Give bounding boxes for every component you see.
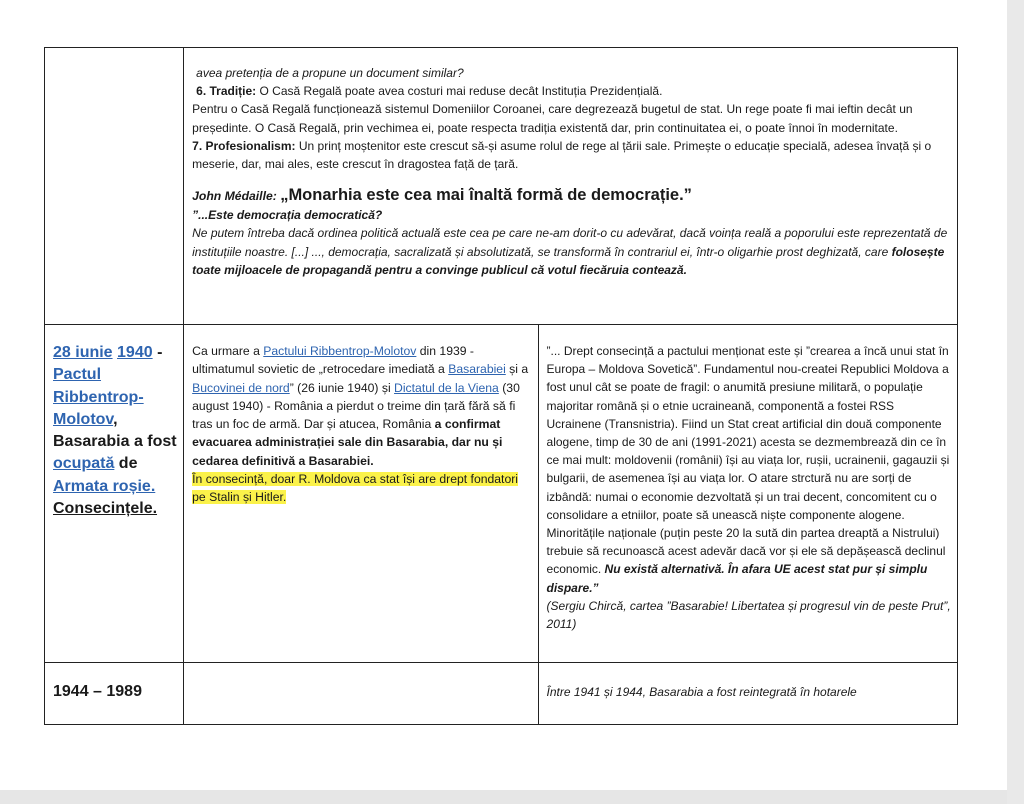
event-title — [45, 325, 183, 520]
bottom-edge-strip — [0, 790, 1007, 804]
pact-link[interactable]: Pactul Ribbentrop-Molotov — [53, 366, 144, 428]
desc-text: Ca urmare a — [192, 344, 264, 358]
vienna-dictate-link[interactable]: Dictatul de la Viena — [394, 380, 499, 395]
quote-subtitle: ”...Este democrația democratică? — [192, 208, 383, 223]
dash: - — [152, 344, 163, 361]
occupied-link[interactable]: ocupată — [53, 455, 115, 473]
empty-description-cell — [184, 663, 538, 725]
quote-title: „Monarhia este cea mai înaltă formă de democrație.” — [280, 186, 692, 205]
commentary-emphasis: Nu există alternativă. În afara UE acest stat pur și simplu dispare.” — [546, 562, 928, 595]
period-commentary-cell — [538, 663, 957, 725]
date-link[interactable]: 28 iunie — [53, 344, 113, 361]
monarchy-arguments-cell — [184, 48, 958, 325]
bucovina-link[interactable]: Bucovinei de nord — [192, 380, 290, 395]
right-edge-strip — [1007, 0, 1024, 804]
highlighted-conclusion: În consecință, doar R. Moldova ca stat își are drept fondatori pe Stalin și Hitler. — [192, 472, 518, 505]
pact-ribbentrop-link[interactable]: Pactului Ribbentrop-Molotov — [263, 344, 417, 358]
point-6-lead: O Casă Regală poate avea costuri mai reduse decât Instituția Prezidențială. — [256, 84, 663, 99]
event-description — [184, 325, 537, 507]
commentary-source: (Sergiu Chircă, cartea ”Basarabie! Libertatea și progresul vin de peste Prut”, 2011) — [546, 598, 951, 632]
year-link[interactable]: 1940 — [117, 344, 153, 361]
quote-body — [192, 224, 950, 279]
event-commentary-cell — [538, 325, 957, 663]
point-7-paragraph — [192, 137, 950, 173]
quote-heading — [192, 185, 950, 206]
commentary-text — [539, 325, 957, 633]
table-row — [45, 663, 958, 725]
consequences-heading: Consecințele. — [53, 500, 158, 518]
table-row — [45, 48, 958, 325]
period-label: 1944 – 1989 — [53, 683, 142, 700]
commentary-body: ”... Drept consecință a pactului menționat este și ”crearea a încă unui stat în Europa – Moldova Sovetică”. Fundamentul nou-createi Republici Moldova a fost unul cât se poate de fragil: o anumită presiune militară, o populație majoritar română și o etnie ucraineană, componentă a fostei RSS Ucrainene (Transnistria). Fiind un Stat creat artificial din două componente alogene, timp de 30 de ani (1991-2021) acesta se dezmembrează din ce în ce mai mult: moldovenii (românii) își au viața lor, rușii, ucrainenii, gagauzii și bulgarii, de asemenea își au viața lor. O atare strctură nu are sorți de izbândă: numai o economie dezvoltată și un trai decent, concomitent cu o consolidare a etniilor, poate să unească niște componente alogene. Minoritățile naționale (puțin peste 20 la sută din partea dreaptă a Nistrului) trebuie să recunoască acest adevăr dacă vor și ele să depășească declinul economic. — [546, 344, 950, 577]
basarabia-text: Basarabia a fost — [53, 433, 177, 451]
history-table — [44, 47, 958, 725]
period-cell — [45, 663, 184, 725]
period-commentary: Între 1941 și 1944, Basarabia a fost reintegrată în hotarele — [546, 685, 857, 699]
point-7-text: Un prinț moștenitor este crescut să-și asume rolul de rege al țării sale. Primește o educație specială, adesea învață și o meserie, dar, mai ales, este crescut în dragostea față de țară. — [192, 138, 932, 172]
desc-text: din 1939 - ultimatumul sovietic de „retrocedare imediată a — [192, 344, 474, 377]
quote-body-emphasis: folosește toate mijloacele de propagandă pentru a convinge publicul că votul fiecăruia contează. — [192, 244, 945, 277]
desc-text: ” (26 iunie 1940) și — [289, 380, 395, 395]
comma: , — [113, 410, 118, 428]
desc-text: (30 august 1940) - România a pierdut o treime din țară fără să fi tras un foc de armă. Dar și atucea, România — [192, 380, 520, 432]
empty-date-cell — [45, 48, 184, 325]
de-text: de — [114, 455, 138, 473]
continued-line: avea pretenția de a propune un document similar? — [196, 66, 464, 80]
evacuation-emphasis: a confirmat evacuarea administrației sale din Basarabia, dar nu și cedarea definitivă a Basarabiei. — [192, 417, 503, 468]
quote-author: John Médaille: — [192, 189, 281, 204]
quote-body-text: Ne putem întreba dacă ordinea politică actuală este cea pe care ne-am dorit-o cu adevărat, dacă voința reală a poporului este reprezentată de instituțiile noastre. [...] ..., democrația, sacralizată și absolutizată, se transformă în contrariul ei, într-o oligarhie prost deghizată, care — [192, 226, 948, 259]
event-date-cell — [45, 325, 184, 663]
point-6-body: Pentru o Casă Regală funcționează sistemul Domeniilor Coroanei, care degrezează bugetul de stat. Un rege poate fi mai ieftin decât un președinte. O Casă Regală, prin vechimea ei, poate respecta tradiția existentă dar, prin continuitatea ei, o poate înnoi în modernitate. — [192, 102, 913, 135]
table-row — [45, 325, 958, 663]
desc-text: și a — [505, 362, 529, 377]
point-6-title: 6. Tradiție: — [196, 84, 257, 99]
point-7-title: 7. Profesionalism: — [192, 138, 296, 153]
basarabia-link[interactable]: Basarabiei — [448, 362, 506, 377]
red-army-link[interactable]: Armata roșie. — [53, 477, 156, 495]
point-6-heading-line — [192, 82, 950, 100]
event-description-cell — [184, 325, 538, 663]
